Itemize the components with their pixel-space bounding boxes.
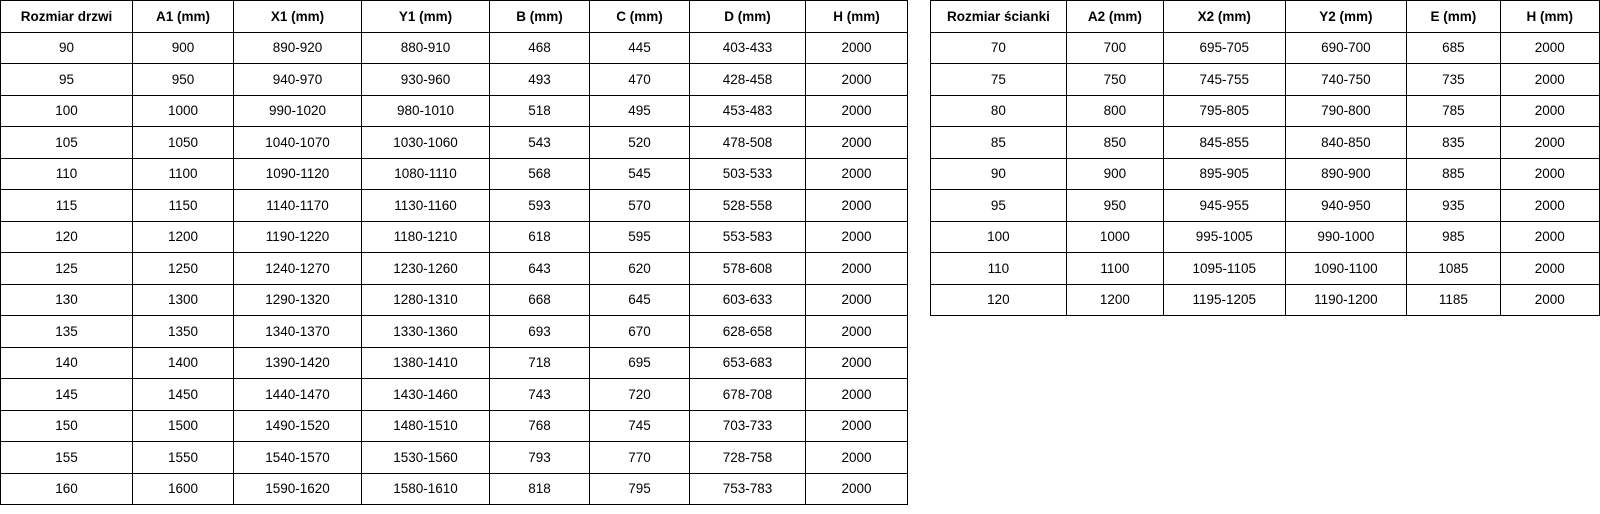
doors-cell: 570 <box>590 190 690 222</box>
walls-cell: 900 <box>1066 158 1163 190</box>
table-header-row <box>931 1 1600 33</box>
walls-dimensions-table <box>930 0 1600 316</box>
walls-cell: 1195-1205 <box>1164 284 1286 316</box>
doors-cell: 2000 <box>806 473 908 505</box>
table-row <box>931 32 1600 64</box>
doors-cell: 745 <box>590 410 690 442</box>
doors-cell: 90 <box>1 32 133 64</box>
doors-cell: 1230-1260 <box>362 253 490 285</box>
walls-cell: 85 <box>931 127 1067 159</box>
table-row <box>1 64 908 96</box>
doors-cell: 1480-1510 <box>362 410 490 442</box>
table-row <box>1 221 908 253</box>
walls-column-header: X2 (mm) <box>1164 1 1286 33</box>
table-row <box>1 379 908 411</box>
doors-cell: 1300 <box>133 284 234 316</box>
doors-cell: 2000 <box>806 221 908 253</box>
doors-cell: 668 <box>490 284 590 316</box>
doors-cell: 125 <box>1 253 133 285</box>
doors-cell: 2000 <box>806 64 908 96</box>
doors-cell: 768 <box>490 410 590 442</box>
doors-cell: 880-910 <box>362 32 490 64</box>
doors-cell: 2000 <box>806 127 908 159</box>
doors-cell: 553-583 <box>690 221 806 253</box>
table-header-row <box>1 1 908 33</box>
doors-column-header: B (mm) <box>490 1 590 33</box>
doors-cell: 403-433 <box>690 32 806 64</box>
doors-cell: 445 <box>590 32 690 64</box>
walls-cell: 2000 <box>1500 95 1599 127</box>
walls-cell: 80 <box>931 95 1067 127</box>
walls-cell: 935 <box>1407 190 1500 222</box>
table-row <box>1 158 908 190</box>
doors-cell: 645 <box>590 284 690 316</box>
walls-cell: 2000 <box>1500 190 1599 222</box>
doors-cell: 528-558 <box>690 190 806 222</box>
doors-cell: 1450 <box>133 379 234 411</box>
doors-cell: 1000 <box>133 95 234 127</box>
table-row <box>931 127 1600 159</box>
doors-cell: 1430-1460 <box>362 379 490 411</box>
doors-cell: 1050 <box>133 127 234 159</box>
walls-cell: 1200 <box>1066 284 1163 316</box>
doors-cell: 1490-1520 <box>234 410 362 442</box>
walls-cell: 800 <box>1066 95 1163 127</box>
doors-cell: 670 <box>590 316 690 348</box>
walls-cell: 120 <box>931 284 1067 316</box>
doors-cell: 135 <box>1 316 133 348</box>
doors-cell: 793 <box>490 442 590 474</box>
doors-cell: 1280-1310 <box>362 284 490 316</box>
doors-cell: 643 <box>490 253 590 285</box>
doors-cell: 1150 <box>133 190 234 222</box>
doors-cell: 1400 <box>133 347 234 379</box>
walls-cell: 70 <box>931 32 1067 64</box>
walls-cell: 885 <box>1407 158 1500 190</box>
table-row <box>1 95 908 127</box>
doors-cell: 990-1020 <box>234 95 362 127</box>
doors-cell: 2000 <box>806 158 908 190</box>
doors-cell: 2000 <box>806 347 908 379</box>
doors-cell: 1130-1160 <box>362 190 490 222</box>
table-row <box>1 127 908 159</box>
table-row <box>1 253 908 285</box>
walls-cell: 790-800 <box>1285 95 1407 127</box>
doors-cell: 468 <box>490 32 590 64</box>
doors-cell: 1180-1210 <box>362 221 490 253</box>
doors-cell: 603-633 <box>690 284 806 316</box>
table-row <box>931 253 1600 285</box>
walls-cell: 895-905 <box>1164 158 1286 190</box>
doors-cell: 1100 <box>133 158 234 190</box>
walls-cell: 995-1005 <box>1164 221 1286 253</box>
doors-cell: 2000 <box>806 190 908 222</box>
walls-cell: 2000 <box>1500 284 1599 316</box>
doors-cell: 1290-1320 <box>234 284 362 316</box>
doors-cell: 678-708 <box>690 379 806 411</box>
doors-cell: 695 <box>590 347 690 379</box>
doors-cell: 145 <box>1 379 133 411</box>
doors-cell: 2000 <box>806 410 908 442</box>
walls-cell: 795-805 <box>1164 95 1286 127</box>
doors-column-header: Y1 (mm) <box>362 1 490 33</box>
doors-cell: 520 <box>590 127 690 159</box>
doors-cell: 1090-1120 <box>234 158 362 190</box>
doors-cell: 2000 <box>806 316 908 348</box>
walls-table-body <box>931 32 1600 316</box>
doors-cell: 503-533 <box>690 158 806 190</box>
doors-cell: 1550 <box>133 442 234 474</box>
doors-cell: 890-920 <box>234 32 362 64</box>
walls-cell: 95 <box>931 190 1067 222</box>
table-row <box>1 316 908 348</box>
doors-cell: 155 <box>1 442 133 474</box>
doors-cell: 595 <box>590 221 690 253</box>
walls-cell: 2000 <box>1500 64 1599 96</box>
doors-column-header: Rozmiar drzwi <box>1 1 133 33</box>
walls-column-header: H (mm) <box>1500 1 1599 33</box>
walls-cell: 2000 <box>1500 253 1599 285</box>
doors-cell: 150 <box>1 410 133 442</box>
walls-dimensions-table-container <box>930 0 1600 316</box>
table-row <box>1 190 908 222</box>
doors-cell: 618 <box>490 221 590 253</box>
walls-table-header <box>931 1 1600 33</box>
doors-cell: 1500 <box>133 410 234 442</box>
walls-cell: 740-750 <box>1285 64 1407 96</box>
doors-cell: 620 <box>590 253 690 285</box>
doors-cell: 495 <box>590 95 690 127</box>
doors-cell: 720 <box>590 379 690 411</box>
table-row <box>931 64 1600 96</box>
walls-column-header: Rozmiar ścianki <box>931 1 1067 33</box>
doors-cell: 1240-1270 <box>234 253 362 285</box>
walls-cell: 890-900 <box>1285 158 1407 190</box>
doors-cell: 818 <box>490 473 590 505</box>
doors-cell: 115 <box>1 190 133 222</box>
doors-cell: 1600 <box>133 473 234 505</box>
doors-cell: 1190-1220 <box>234 221 362 253</box>
walls-cell: 940-950 <box>1285 190 1407 222</box>
doors-cell: 1590-1620 <box>234 473 362 505</box>
doors-cell: 1340-1370 <box>234 316 362 348</box>
table-row <box>1 442 908 474</box>
walls-cell: 2000 <box>1500 127 1599 159</box>
doors-cell: 1350 <box>133 316 234 348</box>
walls-cell: 985 <box>1407 221 1500 253</box>
doors-cell: 2000 <box>806 32 908 64</box>
walls-cell: 700 <box>1066 32 1163 64</box>
walls-cell: 1090-1100 <box>1285 253 1407 285</box>
walls-cell: 835 <box>1407 127 1500 159</box>
walls-cell: 1185 <box>1407 284 1500 316</box>
walls-cell: 990-1000 <box>1285 221 1407 253</box>
doors-cell: 1530-1560 <box>362 442 490 474</box>
doors-cell: 428-458 <box>690 64 806 96</box>
table-row <box>931 284 1600 316</box>
walls-cell: 850 <box>1066 127 1163 159</box>
doors-cell: 1330-1360 <box>362 316 490 348</box>
walls-cell: 75 <box>931 64 1067 96</box>
doors-cell: 950 <box>133 64 234 96</box>
walls-cell: 945-955 <box>1164 190 1286 222</box>
doors-cell: 900 <box>133 32 234 64</box>
walls-cell: 1095-1105 <box>1164 253 1286 285</box>
walls-cell: 840-850 <box>1285 127 1407 159</box>
doors-cell: 95 <box>1 64 133 96</box>
doors-cell: 1440-1470 <box>234 379 362 411</box>
doors-cell: 718 <box>490 347 590 379</box>
table-row <box>931 190 1600 222</box>
walls-cell: 785 <box>1407 95 1500 127</box>
doors-cell: 653-683 <box>690 347 806 379</box>
doors-cell: 1080-1110 <box>362 158 490 190</box>
table-row <box>931 95 1600 127</box>
walls-column-header: A2 (mm) <box>1066 1 1163 33</box>
doors-cell: 470 <box>590 64 690 96</box>
walls-cell: 1085 <box>1407 253 1500 285</box>
table-row <box>931 158 1600 190</box>
doors-cell: 545 <box>590 158 690 190</box>
doors-table-body <box>1 32 908 505</box>
doors-cell: 1380-1410 <box>362 347 490 379</box>
doors-cell: 770 <box>590 442 690 474</box>
doors-column-header: D (mm) <box>690 1 806 33</box>
walls-cell: 735 <box>1407 64 1500 96</box>
walls-column-header: Y2 (mm) <box>1285 1 1407 33</box>
doors-cell: 703-733 <box>690 410 806 442</box>
table-row <box>1 347 908 379</box>
walls-cell: 2000 <box>1500 221 1599 253</box>
doors-column-header: C (mm) <box>590 1 690 33</box>
walls-cell: 110 <box>931 253 1067 285</box>
walls-cell: 745-755 <box>1164 64 1286 96</box>
doors-cell: 1200 <box>133 221 234 253</box>
doors-cell: 160 <box>1 473 133 505</box>
walls-cell: 2000 <box>1500 158 1599 190</box>
table-row <box>1 473 908 505</box>
doors-cell: 628-658 <box>690 316 806 348</box>
doors-cell: 1580-1610 <box>362 473 490 505</box>
doors-column-header: X1 (mm) <box>234 1 362 33</box>
doors-cell: 2000 <box>806 95 908 127</box>
doors-cell: 1390-1420 <box>234 347 362 379</box>
doors-cell: 518 <box>490 95 590 127</box>
doors-cell: 578-608 <box>690 253 806 285</box>
doors-cell: 100 <box>1 95 133 127</box>
walls-cell: 1100 <box>1066 253 1163 285</box>
doors-cell: 1540-1570 <box>234 442 362 474</box>
doors-table-header <box>1 1 908 33</box>
doors-cell: 2000 <box>806 253 908 285</box>
doors-cell: 140 <box>1 347 133 379</box>
walls-cell: 950 <box>1066 190 1163 222</box>
doors-cell: 1040-1070 <box>234 127 362 159</box>
doors-cell: 728-758 <box>690 442 806 474</box>
walls-cell: 1190-1200 <box>1285 284 1407 316</box>
doors-cell: 568 <box>490 158 590 190</box>
doors-cell: 795 <box>590 473 690 505</box>
doors-cell: 1030-1060 <box>362 127 490 159</box>
doors-cell: 743 <box>490 379 590 411</box>
doors-cell: 693 <box>490 316 590 348</box>
doors-cell: 543 <box>490 127 590 159</box>
doors-cell: 980-1010 <box>362 95 490 127</box>
doors-cell: 593 <box>490 190 590 222</box>
doors-cell: 930-960 <box>362 64 490 96</box>
walls-cell: 2000 <box>1500 32 1599 64</box>
doors-column-header: A1 (mm) <box>133 1 234 33</box>
walls-cell: 690-700 <box>1285 32 1407 64</box>
walls-cell: 100 <box>931 221 1067 253</box>
doors-cell: 753-783 <box>690 473 806 505</box>
walls-cell: 1000 <box>1066 221 1163 253</box>
doors-cell: 110 <box>1 158 133 190</box>
table-row <box>1 32 908 64</box>
doors-cell: 105 <box>1 127 133 159</box>
walls-cell: 750 <box>1066 64 1163 96</box>
doors-cell: 130 <box>1 284 133 316</box>
doors-cell: 120 <box>1 221 133 253</box>
walls-column-header: E (mm) <box>1407 1 1500 33</box>
doors-cell: 1250 <box>133 253 234 285</box>
doors-cell: 2000 <box>806 442 908 474</box>
table-row <box>1 284 908 316</box>
walls-cell: 695-705 <box>1164 32 1286 64</box>
walls-cell: 685 <box>1407 32 1500 64</box>
doors-cell: 453-483 <box>690 95 806 127</box>
walls-cell: 845-855 <box>1164 127 1286 159</box>
doors-cell: 478-508 <box>690 127 806 159</box>
walls-cell: 90 <box>931 158 1067 190</box>
doors-cell: 2000 <box>806 284 908 316</box>
table-row <box>931 221 1600 253</box>
doors-column-header: H (mm) <box>806 1 908 33</box>
doors-cell: 493 <box>490 64 590 96</box>
doors-cell: 940-970 <box>234 64 362 96</box>
table-row <box>1 410 908 442</box>
doors-cell: 2000 <box>806 379 908 411</box>
doors-cell: 1140-1170 <box>234 190 362 222</box>
